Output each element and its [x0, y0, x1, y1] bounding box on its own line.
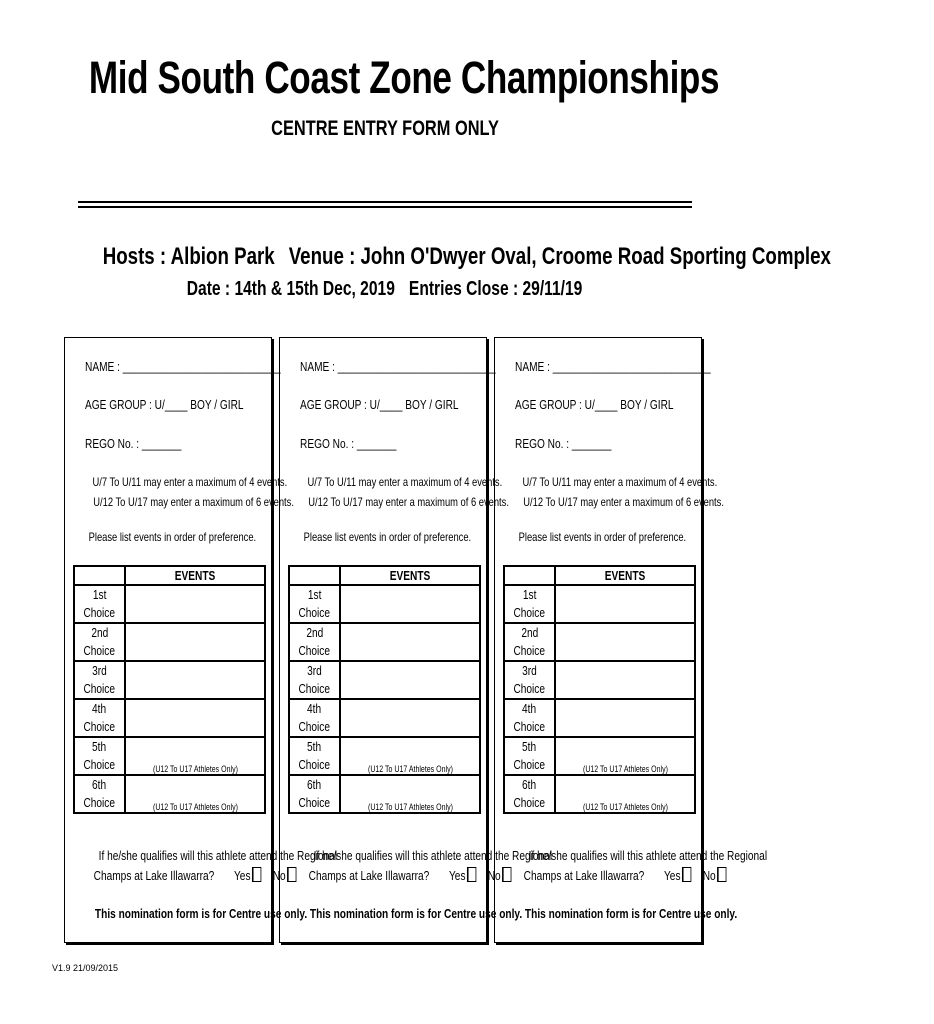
choice-row: [289, 623, 480, 661]
entry-form-panel: [279, 337, 553, 943]
yes-label: Yes: [448, 868, 466, 883]
event-entry-cell[interactable]: (U12 To U17 Athletes Only): [125, 737, 265, 775]
hosts-venue-line: [0, 243, 831, 271]
choice-row: [504, 623, 695, 661]
event-entry-cell[interactable]: [125, 699, 265, 737]
choice-row: [74, 623, 265, 661]
nomination-note: This nomination form is for Centre use only.: [94, 906, 308, 921]
choice-row: [504, 699, 695, 737]
choice-row: [74, 737, 265, 775]
event-entry-cell[interactable]: (U12 To U17 Athletes Only): [340, 737, 480, 775]
event-entry-cell[interactable]: [340, 623, 480, 661]
version-text: V1.9 21/09/2015: [52, 963, 119, 973]
events-header: EVENTS: [555, 566, 695, 585]
events-corner: [504, 566, 555, 585]
entries-close-text: Entries Close : 29/11/19: [409, 278, 583, 300]
venue-text: Venue : John O'Dwyer Oval, Croome Road Sporting Complex: [288, 243, 831, 270]
event-entry-cell[interactable]: (U12 To U17 Athletes Only): [125, 775, 265, 813]
preference-note: Please list events in order of preference.: [303, 530, 472, 544]
divider-rule: [78, 201, 692, 203]
choice-row: [289, 661, 480, 699]
yes-checkbox[interactable]: [467, 867, 476, 882]
event-entry-cell[interactable]: (U12 To U17 Athletes Only): [340, 775, 480, 813]
hosts-text: Hosts : Albion Park: [102, 243, 275, 270]
choice-row: [74, 775, 265, 813]
choice-label: 5th Choice: [74, 737, 125, 775]
regional-question: If he/she qualifies will this athlete attend the Regional Champs at Lake Illawarra? Yes No: [93, 848, 338, 883]
choice-label: 3rd Choice: [289, 661, 340, 699]
name-field[interactable]: NAME : ____________________________: [300, 359, 496, 374]
entry-form-panel: [494, 337, 768, 943]
no-label: No: [487, 868, 501, 883]
choice-label: 2nd Choice: [504, 623, 555, 661]
yes-checkbox[interactable]: [252, 867, 261, 882]
choice-row: [504, 737, 695, 775]
event-entry-cell[interactable]: [125, 623, 265, 661]
events-corner: [74, 566, 125, 585]
events-corner: [289, 566, 340, 585]
choice-label: 3rd Choice: [504, 661, 555, 699]
event-entry-cell[interactable]: [125, 585, 265, 623]
choice-label: 2nd Choice: [289, 623, 340, 661]
event-entry-cell[interactable]: [340, 585, 480, 623]
events-table: [73, 565, 266, 814]
name-field[interactable]: NAME : ____________________________: [85, 359, 281, 374]
event-entry-cell[interactable]: (U12 To U17 Athletes Only): [555, 737, 695, 775]
rego-field[interactable]: REGO No. : _______: [515, 436, 612, 451]
age-group-field[interactable]: AGE GROUP : U/____ BOY / GIRL: [85, 397, 244, 412]
choice-label: 6th Choice: [289, 775, 340, 813]
choice-row: [289, 699, 480, 737]
age-group-field[interactable]: AGE GROUP : U/____ BOY / GIRL: [300, 397, 459, 412]
rego-field[interactable]: REGO No. : _______: [300, 436, 397, 451]
event-entry-cell[interactable]: (U12 To U17 Athletes Only): [555, 775, 695, 813]
nomination-note: This nomination form is for Centre use only.: [309, 906, 523, 921]
choice-row: [504, 775, 695, 813]
yes-label: Yes: [663, 868, 681, 883]
choice-row: [74, 661, 265, 699]
choice-row: [289, 775, 480, 813]
no-checkbox[interactable]: [717, 867, 726, 882]
events-table: [288, 565, 481, 814]
entry-form-panel: [64, 337, 338, 943]
event-entry-cell[interactable]: [555, 661, 695, 699]
choice-label: 5th Choice: [504, 737, 555, 775]
divider-rule: [78, 206, 692, 208]
choice-row: [504, 661, 695, 699]
choice-label: 5th Choice: [289, 737, 340, 775]
event-entry-cell[interactable]: [340, 699, 480, 737]
choice-label: 6th Choice: [504, 775, 555, 813]
event-limit-rules: U/7 To U/11 may enter a maximum of 4 events. U/12 To U/17 may enter a maximum of 6 events.: [307, 475, 509, 509]
age-group-field[interactable]: AGE GROUP : U/____ BOY / GIRL: [515, 397, 674, 412]
no-label: No: [272, 868, 286, 883]
event-limit-rules: U/7 To U/11 may enter a maximum of 4 events. U/12 To U/17 may enter a maximum of 6 events.: [522, 475, 724, 509]
date-text: Date : 14th & 15th Dec, 2019: [187, 278, 396, 300]
preference-note: Please list events in order of preference.: [518, 530, 687, 544]
choice-row: [74, 699, 265, 737]
choice-row: [289, 737, 480, 775]
date-line: [0, 278, 770, 301]
event-entry-cell[interactable]: [555, 623, 695, 661]
event-entry-cell[interactable]: [340, 661, 480, 699]
events-header: EVENTS: [125, 566, 265, 585]
regional-question: If he/she qualifies will this athlete attend the Regional Champs at Lake Illawarra? Yes No: [523, 848, 768, 883]
page-subtitle: CENTRE ENTRY FORM ONLY: [271, 117, 499, 140]
events-table: [503, 565, 696, 814]
choice-label: 1st Choice: [74, 585, 125, 623]
page-title: Mid South Coast Zone Championships: [88, 52, 720, 103]
choice-label: 2nd Choice: [74, 623, 125, 661]
event-entry-cell[interactable]: [555, 585, 695, 623]
choice-row: [504, 585, 695, 623]
preference-note: Please list events in order of preference.: [88, 530, 257, 544]
yes-checkbox[interactable]: [682, 867, 691, 882]
choice-label: 1st Choice: [289, 585, 340, 623]
event-entry-cell[interactable]: [125, 661, 265, 699]
choice-label: 4th Choice: [289, 699, 340, 737]
no-label: No: [702, 868, 716, 883]
regional-question: If he/she qualifies will this athlete attend the Regional Champs at Lake Illawarra? Yes No: [308, 848, 553, 883]
events-header: EVENTS: [340, 566, 480, 585]
event-limit-rules: U/7 To U/11 may enter a maximum of 4 events. U/12 To U/17 may enter a maximum of 6 events.: [92, 475, 294, 509]
event-entry-cell[interactable]: [555, 699, 695, 737]
yes-label: Yes: [233, 868, 251, 883]
choice-row: [74, 585, 265, 623]
choice-label: 3rd Choice: [74, 661, 125, 699]
choice-label: 6th Choice: [74, 775, 125, 813]
choice-label: 4th Choice: [74, 699, 125, 737]
nomination-note: This nomination form is for Centre use only.: [524, 906, 738, 921]
choice-label: 1st Choice: [504, 585, 555, 623]
name-field[interactable]: NAME : ____________________________: [515, 359, 711, 374]
rego-field[interactable]: REGO No. : _______: [85, 436, 182, 451]
choice-row: [289, 585, 480, 623]
choice-label: 4th Choice: [504, 699, 555, 737]
